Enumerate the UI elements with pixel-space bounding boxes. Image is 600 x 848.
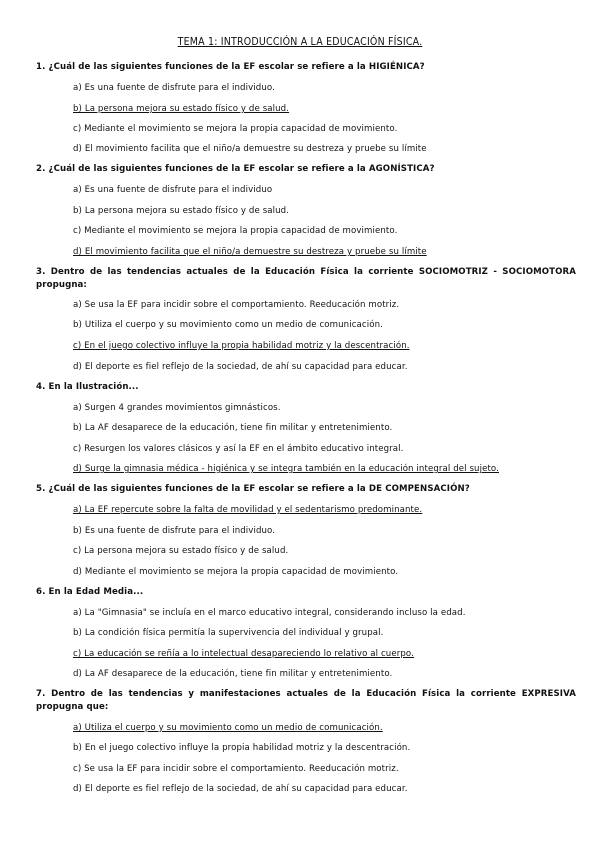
- q1-option-b: b) La persona mejora su estado físico y de salud.: [73, 104, 290, 114]
- q7-option-c: c) Se usa la EF para incidir sobre el comportamiento. Reeducación motriz.: [73, 764, 399, 774]
- q5-option-c: c) La persona mejora su estado físico y de salud.: [73, 546, 289, 556]
- q3-option-b: b) Utiliza el cuerpo y su movimiento como un medio de comunicación.: [73, 320, 383, 330]
- q3-option-d: d) El deporte es fiel reflejo de la sociedad, de ahí su capacidad para educar.: [73, 362, 408, 372]
- q6-option-d: d) La AF desaparece de la educación, tiene fin militar y entretenimiento.: [73, 669, 393, 679]
- q6-option-a: a) La "Gimnasia" se incluía en el marco educativo integral, considerando incluso la edad.: [73, 608, 466, 618]
- q4-option-a: a) Surgen 4 grandes movimientos gimnásticos.: [73, 403, 281, 413]
- q2-option-d: d) El movimiento facilita que el niño/a demuestre su destreza y pruebe su límite: [73, 247, 427, 257]
- q1-option-c: c) Mediante el movimiento se mejora la propia capacidad de movimiento.: [73, 124, 398, 134]
- q4-option-b: b) La AF desaparece de la educación, tiene fin militar y entretenimiento.: [73, 423, 393, 433]
- q7-option-d: d) El deporte es fiel reflejo de la sociedad, de ahí su capacidad para educar.: [73, 784, 408, 794]
- q1-option-a: a) Es una fuente de disfrute para el individuo.: [73, 83, 275, 93]
- q1-option-d: d) El movimiento facilita que el niño/a demuestre su destreza y pruebe su límite: [73, 144, 427, 154]
- q2-option-c: c) Mediante el movimiento se mejora la propia capacidad de movimiento.: [73, 226, 398, 236]
- q5-option-b: b) Es una fuente de disfrute para el individuo.: [73, 526, 276, 536]
- question-2: 2. ¿Cuál de las siguientes funciones de la EF escolar se refiere a la AGONÍSTICA?: [36, 164, 435, 174]
- page-title: TEMA 1: INTRODUCCIÓN A LA EDUCACIÓN FÍSICA.: [177, 36, 423, 48]
- question-1: 1. ¿Cuál de las siguientes funciones de la EF escolar se refiere a la HIGIÉNICA?: [36, 62, 425, 72]
- q2-option-b: b) La persona mejora su estado físico y de salud.: [73, 206, 290, 216]
- q2-option-a: a) Es una fuente de disfrute para el individuo: [73, 185, 273, 195]
- q3-option-a: a) Se usa la EF para incidir sobre el comportamiento. Reeducación motriz.: [73, 300, 400, 310]
- q7-option-a: a) Utiliza el cuerpo y su movimiento como un medio de comunicación.: [73, 723, 383, 733]
- question-5: 5. ¿Cuál de las siguientes funciones de la EF escolar se refiere a la DE COMPENSACIÓN?: [36, 484, 470, 494]
- question-6: 6. En la Edad Media...: [36, 587, 144, 597]
- question-4: 4. En la Ilustración...: [36, 382, 139, 392]
- q7-option-b: b) En el juego colectivo influye la propia habilidad motriz y la descentración.: [73, 743, 411, 753]
- q4-option-c: c) Resurgen los valores clásicos y así la EF en el ámbito educativo integral.: [73, 444, 404, 454]
- q6-option-c: c) La educación se reñía a lo intelectual desapareciendo lo relativo al cuerpo.: [73, 649, 414, 659]
- q4-option-d: d) Surge la gimnasia médica - higiénica y se integra también en la educación integral del sujeto.: [73, 464, 499, 474]
- q5-option-d: d) Mediante el movimiento se mejora la propia capacidad de movimiento.: [73, 567, 399, 577]
- q6-option-b: b) La condición física permitía la supervivencia del individual y grupal.: [73, 628, 384, 638]
- question-7: 7. Dentro de las tendencias y manifestaciones actuales de la Educación Física la corriente EXPRESIVA propugna que:: [36, 689, 576, 712]
- question-3: 3. Dentro de las tendencias actuales de la Educación Física la corriente SOCIOMOTRIZ - SOCIOMOTORA propugna:: [36, 267, 576, 290]
- q3-option-c: c) En el juego colectivo influye la propia habilidad motriz y la descentración.: [73, 341, 410, 351]
- q5-option-a: a) La EF repercute sobre la falta de movilidad y el sedentarismo predominante.: [73, 505, 423, 515]
